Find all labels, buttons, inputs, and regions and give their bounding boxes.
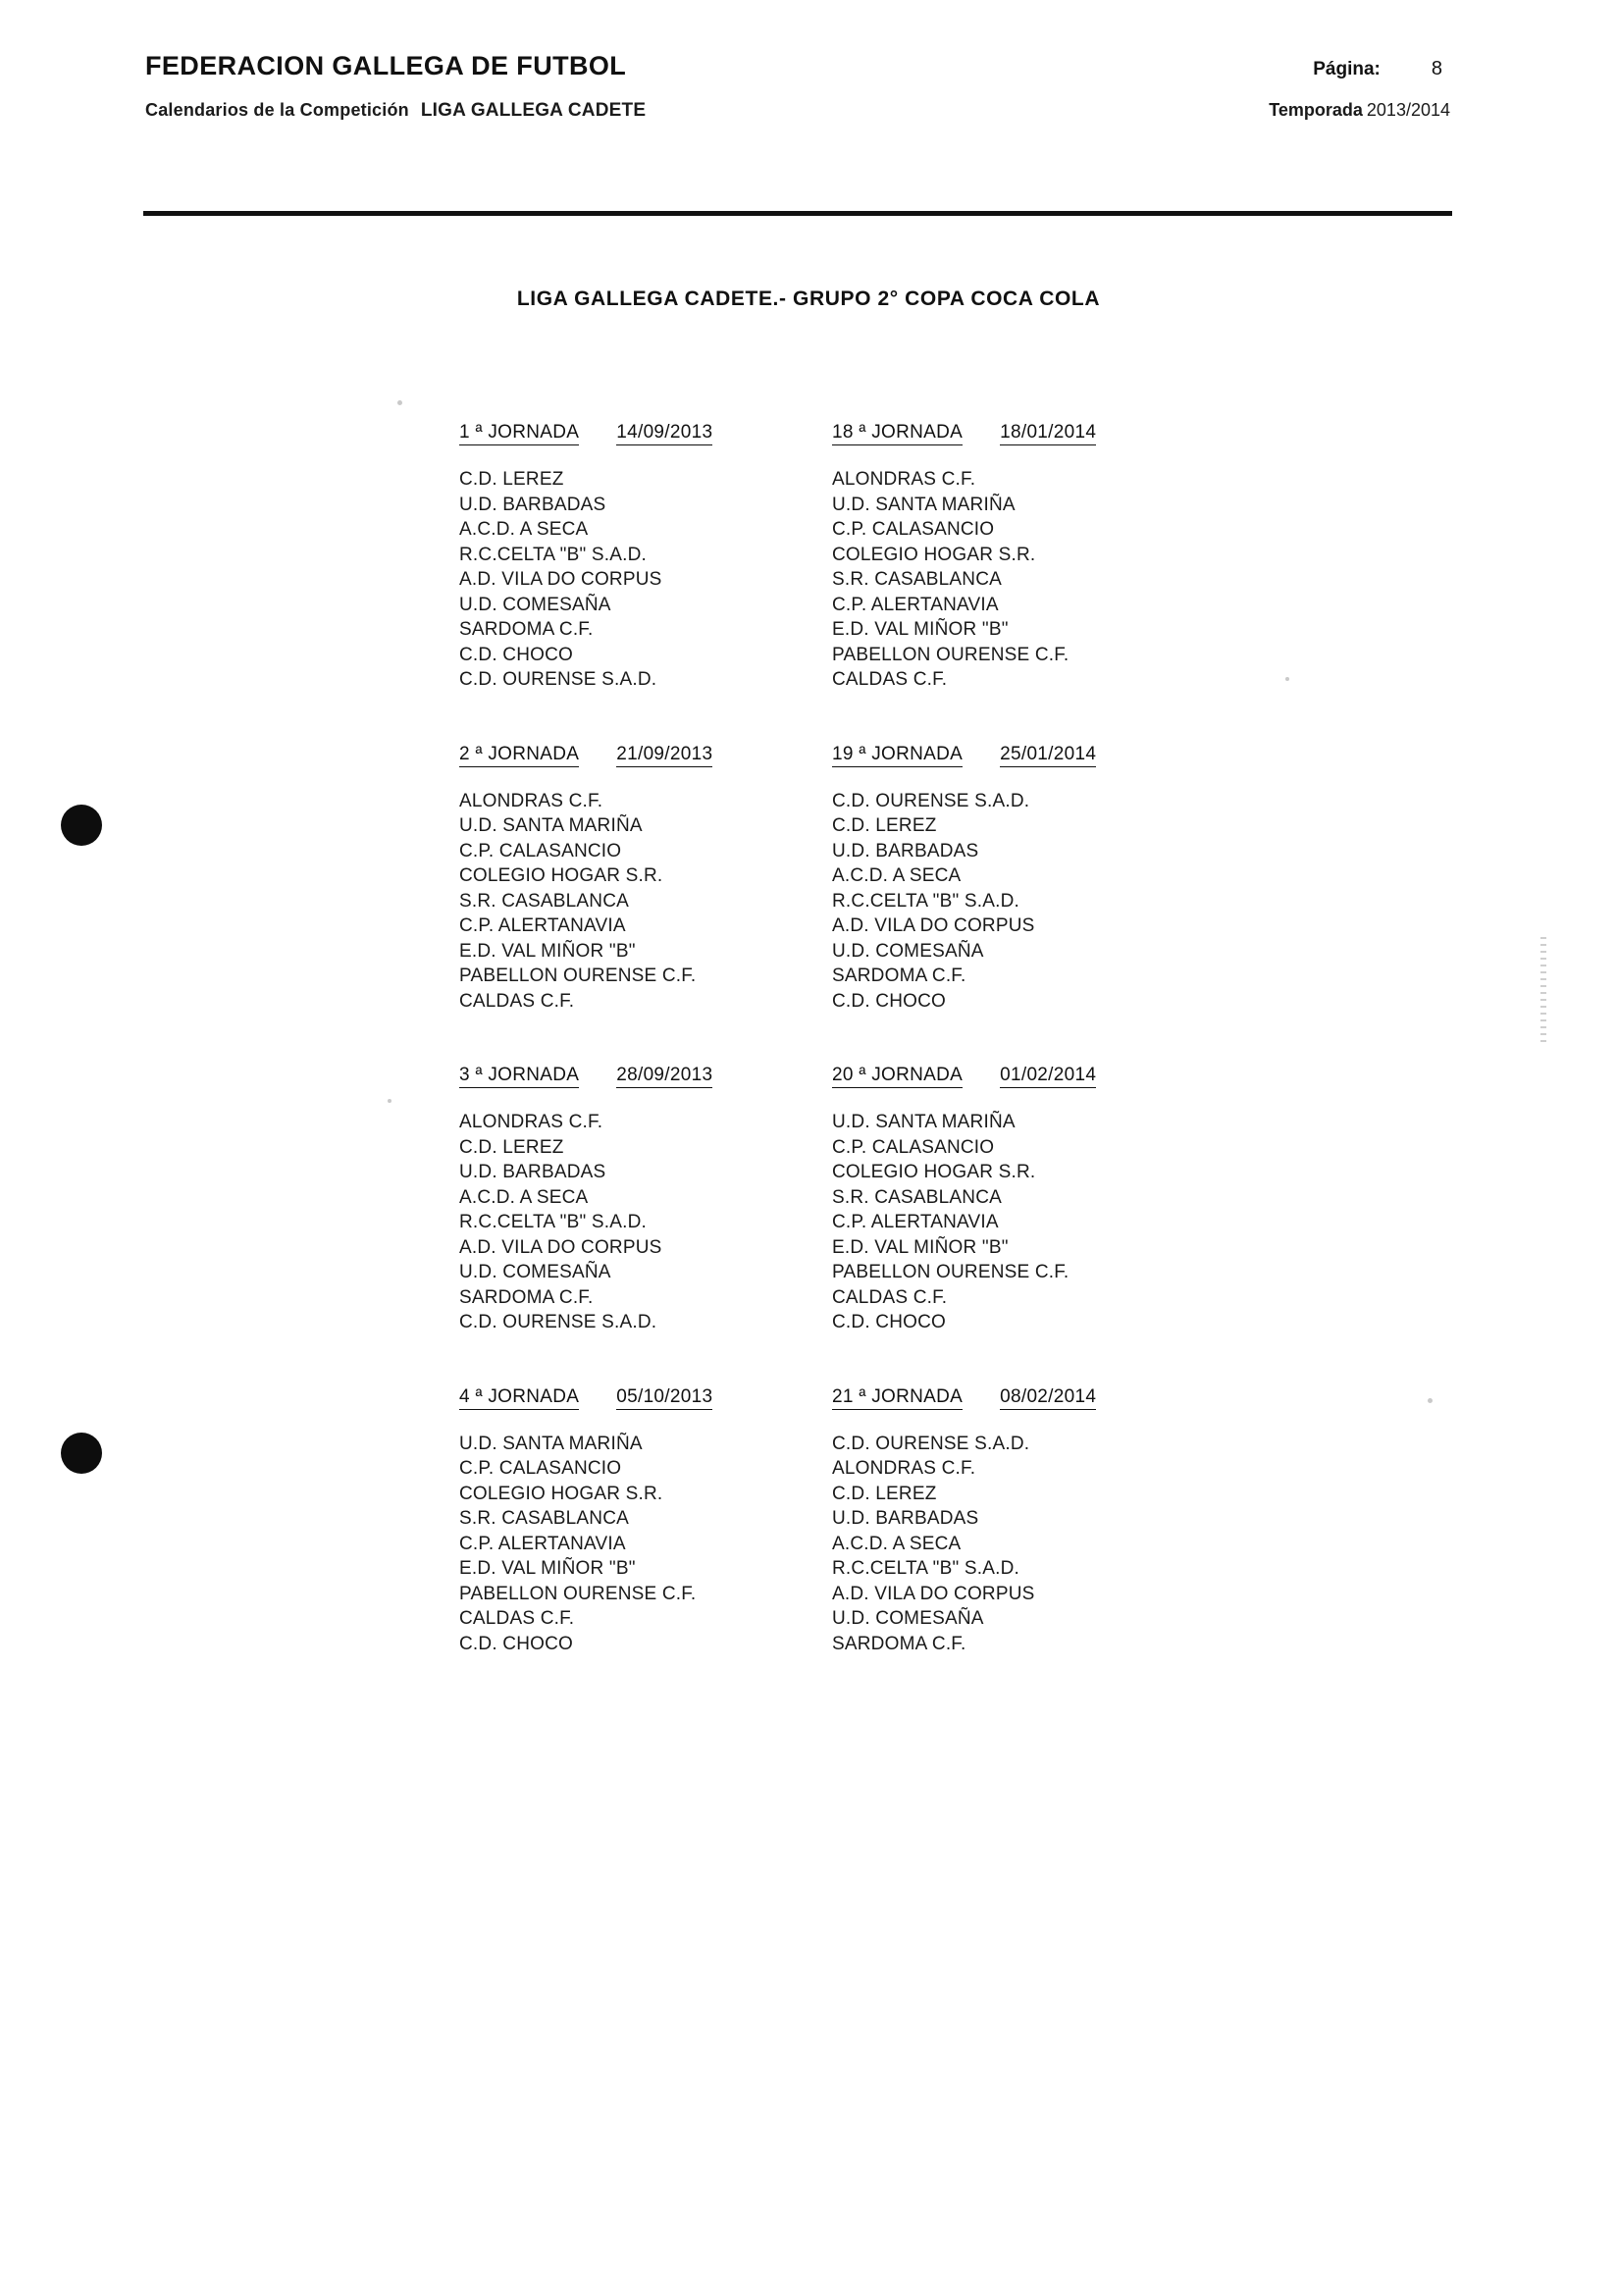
punch-hole-icon xyxy=(61,805,102,846)
list-item: R.C.CELTA "B" S.A.D. xyxy=(459,544,647,565)
team-list xyxy=(459,467,832,693)
document-header xyxy=(145,51,1460,122)
list-item: R.C.CELTA "B" S.A.D. xyxy=(459,1212,647,1232)
list-item: ALONDRAS C.F. xyxy=(459,1112,603,1132)
list-item: U.D. BARBADAS xyxy=(459,494,606,515)
list-item: CALDAS C.F. xyxy=(459,1608,575,1629)
round-header xyxy=(832,422,1195,445)
round-header xyxy=(459,1065,832,1088)
competition-name: LIGA GALLEGA CADETE xyxy=(420,100,647,121)
list-item: S.R. CASABLANCA xyxy=(459,1508,629,1529)
round-header xyxy=(832,744,1195,767)
group-title: LIGA GALLEGA CADETE.- GRUPO 2° COPA COCA COLA xyxy=(516,287,1101,310)
round-date: 18/01/2014 xyxy=(1000,422,1096,445)
list-item: C.D. LEREZ xyxy=(832,1483,937,1504)
list-item: SARDOMA C.F. xyxy=(832,965,966,986)
list-item: COLEGIO HOGAR S.R. xyxy=(459,1483,663,1504)
list-item: C.P. ALERTANAVIA xyxy=(832,1212,999,1232)
list-item: A.C.D. A SECA xyxy=(832,1533,962,1554)
round-header xyxy=(832,1065,1195,1088)
list-item: A.D. VILA DO CORPUS xyxy=(459,1236,662,1258)
list-item: R.C.CELTA "B" S.A.D. xyxy=(832,1558,1019,1579)
list-item: A.D. VILA DO CORPUS xyxy=(832,1583,1035,1604)
scan-speck xyxy=(1428,1398,1433,1403)
list-item: U.D. SANTA MARIÑA xyxy=(832,1112,1016,1132)
list-item: U.D. COMESAÑA xyxy=(459,1262,611,1282)
round-block xyxy=(459,744,832,1015)
list-item: C.P. CALASANCIO xyxy=(832,1136,995,1158)
list-item: C.D. OURENSE S.A.D. xyxy=(459,1312,657,1332)
list-item: C.D. LEREZ xyxy=(459,1136,564,1158)
list-item: C.D. CHOCO xyxy=(832,1312,946,1332)
round-date: 21/09/2013 xyxy=(616,744,712,767)
round-date: 01/02/2014 xyxy=(1000,1065,1096,1088)
season-value: 2013/2014 xyxy=(1366,100,1450,120)
team-list xyxy=(832,1110,1195,1335)
list-item: C.D. LEREZ xyxy=(832,815,937,836)
list-item: C.P. CALASANCIO xyxy=(459,840,622,861)
list-item: A.D. VILA DO CORPUS xyxy=(459,569,662,590)
page-indicator xyxy=(1313,58,1460,80)
round-number: 20 ª JORNADA xyxy=(832,1065,963,1088)
list-item: SARDOMA C.F. xyxy=(459,1286,594,1308)
list-item: U.D. BARBADAS xyxy=(459,1162,606,1182)
list-item: COLEGIO HOGAR S.R. xyxy=(832,1162,1036,1182)
list-item: C.D. LEREZ xyxy=(459,469,564,490)
list-item: S.R. CASABLANCA xyxy=(832,1186,1002,1208)
list-item: C.D. CHOCO xyxy=(459,1633,573,1654)
team-list xyxy=(832,1432,1195,1657)
list-item: C.P. CALASANCIO xyxy=(832,519,995,540)
calendars-line xyxy=(145,100,646,122)
scan-edge-marks xyxy=(1540,937,1546,1045)
round-date: 28/09/2013 xyxy=(616,1065,712,1088)
list-item: U.D. BARBADAS xyxy=(832,1508,979,1529)
list-item: U.D. SANTA MARIÑA xyxy=(459,1433,643,1454)
round-block xyxy=(832,744,1195,1015)
round-block xyxy=(459,1065,832,1335)
list-item: SARDOMA C.F. xyxy=(459,619,594,640)
list-item: U.D. SANTA MARIÑA xyxy=(832,494,1016,515)
list-item: S.R. CASABLANCA xyxy=(832,569,1002,590)
list-item: CALDAS C.F. xyxy=(832,1286,948,1308)
list-item: PABELLON OURENSE C.F. xyxy=(459,965,697,986)
list-item: SARDOMA C.F. xyxy=(832,1633,966,1654)
list-item: U.D. BARBADAS xyxy=(832,840,979,861)
team-list xyxy=(459,1110,832,1335)
round-header xyxy=(459,422,832,445)
list-item: C.P. CALASANCIO xyxy=(459,1458,622,1479)
list-item: U.D. COMESAÑA xyxy=(832,1608,984,1629)
list-item: R.C.CELTA "B" S.A.D. xyxy=(832,890,1019,912)
round-header xyxy=(459,744,832,767)
round-number: 19 ª JORNADA xyxy=(832,744,963,767)
list-item: ALONDRAS C.F. xyxy=(459,790,603,811)
calendars-label: Calendarios de la Competición xyxy=(145,100,409,120)
list-item: E.D. VAL MIÑOR "B" xyxy=(832,619,1009,640)
round-date: 08/02/2014 xyxy=(1000,1386,1096,1410)
list-item: CALDAS C.F. xyxy=(832,669,948,690)
punch-hole-icon xyxy=(61,1433,102,1474)
list-item: A.D. VILA DO CORPUS xyxy=(832,915,1035,936)
header-divider xyxy=(143,211,1452,216)
rounds-row xyxy=(459,1065,1195,1335)
list-item: COLEGIO HOGAR S.R. xyxy=(459,865,663,886)
scan-speck xyxy=(397,400,402,405)
rounds-row xyxy=(459,1386,1195,1657)
list-item: C.P. ALERTANAVIA xyxy=(832,594,999,615)
round-header xyxy=(459,1386,832,1410)
list-item: A.C.D. A SECA xyxy=(459,519,589,540)
list-item: U.D. COMESAÑA xyxy=(832,940,984,962)
list-item: A.C.D. A SECA xyxy=(832,865,962,886)
list-item: U.D. COMESAÑA xyxy=(459,594,611,615)
list-item: C.P. ALERTANAVIA xyxy=(459,1533,626,1554)
list-item: COLEGIO HOGAR S.R. xyxy=(832,544,1036,565)
list-item: C.D. OURENSE S.A.D. xyxy=(459,669,657,690)
round-number: 1 ª JORNADA xyxy=(459,422,579,445)
round-number: 4 ª JORNADA xyxy=(459,1386,579,1410)
team-list xyxy=(459,789,832,1015)
round-date: 25/01/2014 xyxy=(1000,744,1096,767)
list-item: CALDAS C.F. xyxy=(459,990,575,1012)
list-item: C.P. ALERTANAVIA xyxy=(459,915,626,936)
rounds-row xyxy=(459,422,1195,693)
round-number: 2 ª JORNADA xyxy=(459,744,579,767)
season-label: Temporada xyxy=(1269,100,1363,120)
team-list xyxy=(459,1432,832,1657)
rounds-container xyxy=(459,422,1195,1707)
round-date: 05/10/2013 xyxy=(616,1386,712,1410)
list-item: C.D. CHOCO xyxy=(459,644,573,665)
page-label: Página: xyxy=(1313,59,1381,79)
page-number: 8 xyxy=(1431,58,1442,79)
round-block xyxy=(832,1386,1195,1657)
federation-title: FEDERACION GALLEGA DE FUTBOL xyxy=(145,51,627,80)
list-item: C.D. OURENSE S.A.D. xyxy=(832,1433,1030,1454)
list-item: A.C.D. A SECA xyxy=(459,1186,589,1208)
header-second-row xyxy=(145,100,1460,122)
list-item: ALONDRAS C.F. xyxy=(832,1458,976,1479)
round-number: 18 ª JORNADA xyxy=(832,422,963,445)
round-date: 14/09/2013 xyxy=(616,422,712,445)
list-item: E.D. VAL MIÑOR "B" xyxy=(459,940,636,962)
team-list xyxy=(832,467,1195,693)
list-item: C.D. CHOCO xyxy=(832,990,946,1012)
list-item: E.D. VAL MIÑOR "B" xyxy=(459,1558,636,1579)
round-block xyxy=(832,1065,1195,1335)
scan-speck xyxy=(1285,677,1289,681)
list-item: PABELLON OURENSE C.F. xyxy=(832,644,1069,665)
list-item: ALONDRAS C.F. xyxy=(832,469,976,490)
list-item: PABELLON OURENSE C.F. xyxy=(459,1583,697,1604)
list-item: S.R. CASABLANCA xyxy=(459,890,629,912)
round-block xyxy=(459,422,832,693)
round-block xyxy=(832,422,1195,693)
round-block xyxy=(459,1386,832,1657)
scan-speck xyxy=(388,1099,391,1103)
header-top-row xyxy=(145,51,1460,81)
team-list xyxy=(832,789,1195,1015)
round-header xyxy=(832,1386,1195,1410)
list-item: C.D. OURENSE S.A.D. xyxy=(832,790,1030,811)
rounds-row xyxy=(459,744,1195,1015)
list-item: U.D. SANTA MARIÑA xyxy=(459,815,643,836)
round-number: 21 ª JORNADA xyxy=(832,1386,963,1410)
list-item: PABELLON OURENSE C.F. xyxy=(832,1262,1069,1282)
round-number: 3 ª JORNADA xyxy=(459,1065,579,1088)
season-indicator xyxy=(1269,100,1460,121)
list-item: E.D. VAL MIÑOR "B" xyxy=(832,1236,1009,1258)
